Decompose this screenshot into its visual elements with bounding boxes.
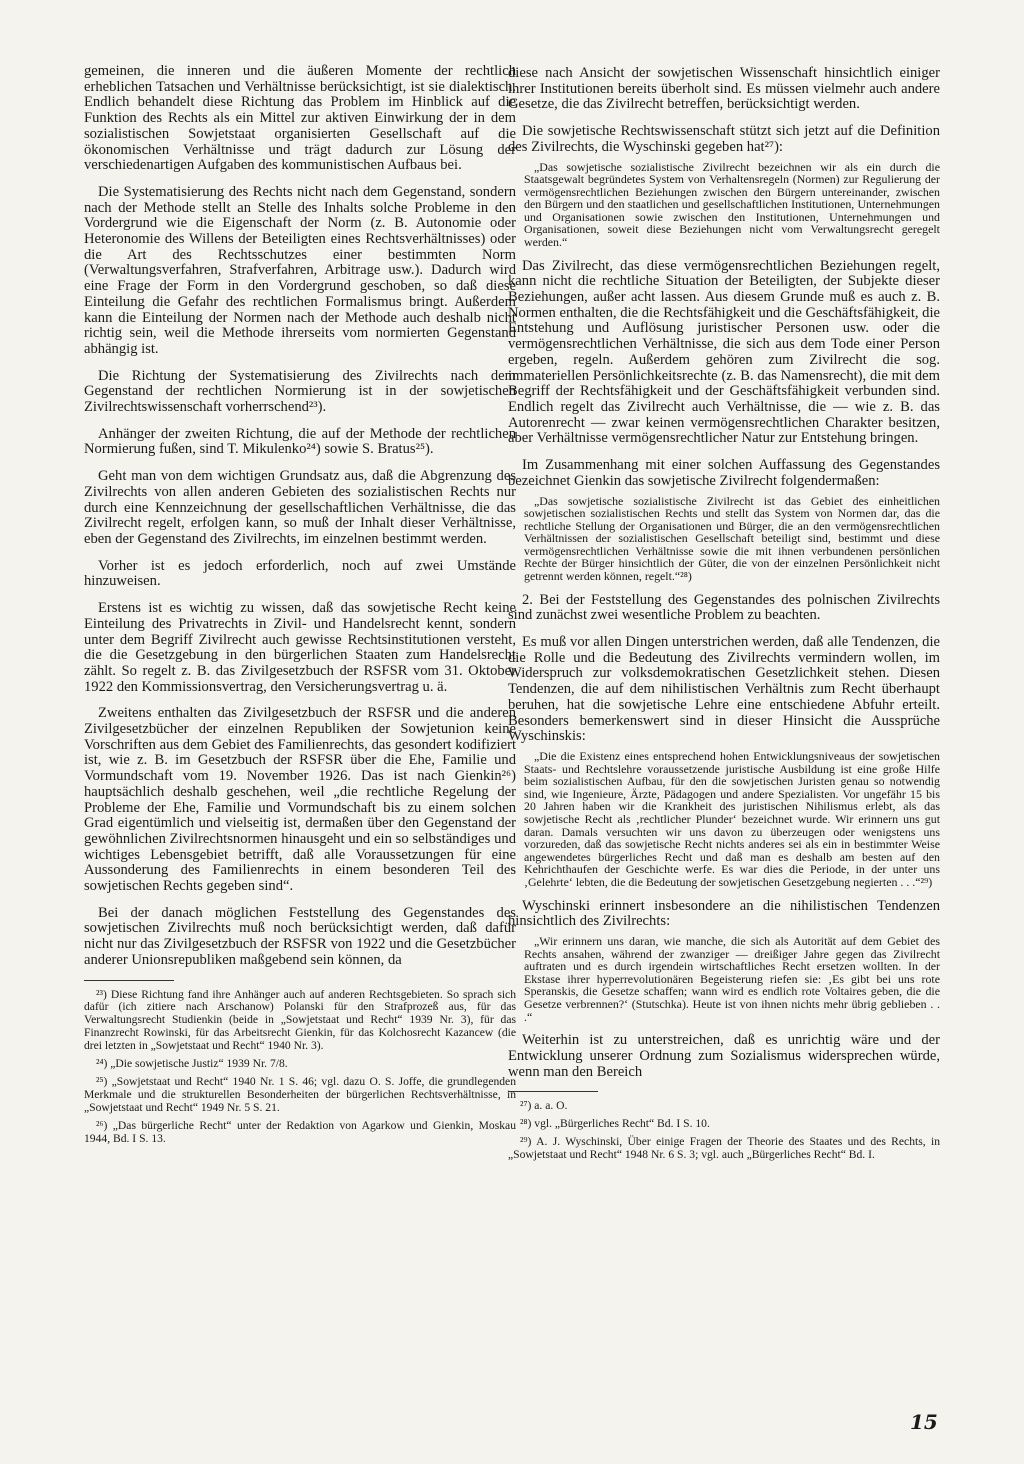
paragraph: Bei der danach möglichen Feststellung des Gegenstandes des sowjetischen Zivilrechts muß noch berücksichtigt werden, daß dafür nicht nur das Zivilgesetzbuch der RSFSR von 1922 und die Gesetzbücher anderer Unionsrepubliken maßgebend sein können, da (84, 904, 516, 968)
paragraph: Im Zusammenhang mit einer solchen Auffassung des Gegenstandes bezeichnet Gienkin das sowjetische Zivilrecht folgendermaßen: (508, 457, 940, 489)
paragraph: Anhänger der zweiten Richtung, die auf der Methode der rechtlichen Normierung fußen, sind T. Mikulenko²⁴) sowie S. Bratus²⁵). (84, 425, 516, 458)
paragraph: Vorher ist es jedoch erforderlich, noch auf zwei Umstände hinzuweisen. (84, 557, 516, 590)
footnote-23: ²³) Diese Richtung fand ihre Anhänger auch auf anderen Rechtsgebieten. So sprach sich dafür (ich zitiere nach Arschanow) Polanski für den Strafprozeß aus, für das Verwaltungsrecht Studienkin (beide in „Sowjetstaat und Recht“ 1939 Nr. 3), für das Finanzrecht Rowinski, für das Arbeitsrecht Gienkin, für das Kolchosrecht Kazancew (die drei letzten in „Sowjetstaat und Recht“ 1940 Nr. 3). (84, 987, 516, 1053)
paragraph: Wyschinski erinnert insbesondere an die nihilistischen Tendenzen hinsichtlich des Zivilrechts: (508, 897, 940, 930)
paragraph: Die sowjetische Rechtswissenschaft stützt sich jetzt auf die Definition des Zivilrechts, die Wyschinski gegeben hat²⁷): (508, 123, 940, 155)
left-column (84, 64, 516, 1151)
paragraph: diese nach Ansicht der sowjetischen Wissenschaft hinsichtlich einiger ihrer Institutionen bereits überholt sind. Es müssen vielmehr auch andere Gesetze, die das Zivilrecht betreffen, berücksichtigt werden. (508, 65, 940, 113)
block-quote: „Wir erinnern uns daran, wie manche, die sich als Autorität auf dem Gebiet des Rechts ansahen, während der zwanziger — dreißiger Jahre gegen das Zivilrecht auftraten und es durch irgendein wirtschaftliches Recht ersetzen wollten. In der Ekstase ihrer hyperrevolutionären Begeisterung riefen sie: ‚Es gibt bei uns rote Speranskis, die Gesetze schaffen; wann wird es endlich rote Voltaires geben, die die Gesetze verbrennen?‘ (Stutschka). Heute ist von ihnen nichts mehr übrig geblieben . . .“ (524, 933, 940, 1024)
footnote-24: ²⁴) „Die sowjetische Justiz“ 1939 Nr. 7/8. (96, 1057, 288, 1071)
paragraph: 2. Bei der Feststellung des Gegenstandes des polnischen Zivilrechts sind zunächst zwei wesentliche Problem zu beachten. (508, 591, 940, 624)
footnote-divider (508, 1091, 598, 1092)
footnote-25: ²⁵) „Sowjetstaat und Recht“ 1940 Nr. 1 S. 46; vgl. dazu O. S. Joffe, die grundlegenden Merkmale und die strukturellen Besonderheiten der bürgerlichen Rechtsverhältnisse, in „Sowjetstaat und Recht“ 1949 Nr. 5 S. 21. (84, 1075, 516, 1114)
paragraph: gemeinen, die inneren und die äußeren Momente der rechtlich erheblichen Tatsachen und Verhältnisse berücksichtigt, ist sie dialektisch. Endlich behandelt diese Richtung das Problem im Hinblick auf die Funktion des Rechts als ein Mittel zur aktiven Einwirkung der in dem sozialistischen Sowjetstaat organisierten Gesellschaft auf die ökonomischen Verhältnisse und trägt dadurch zur Lösung der verschiedenartigen Aufgaben des kommunistischen Aufbaus bei. (84, 63, 516, 174)
paragraph: Geht man von dem wichtigen Grundsatz aus, daß die Abgrenzung des Zivilrechts von allen anderen Gebieten des sozialistischen Rechts nur durch eine Kennzeichnung der gesellschaftlichen Verhältnisse, die das Zivilrecht regelt, erfolgen kann, so muß der Inhalt dieser Verhältnisse, eben der Gegenstand des Zivilrechts, im einzelnen bestimmt werden. (84, 468, 516, 547)
paragraph: Erstens ist es wichtig zu wissen, daß das sowjetische Recht keine Einteilung des Privatrechts in Zivil- und Handelsrecht kennt, sondern unter dem Begriff Zivilrecht auch gewisse Rechtsinstitutionen versteht, die die Gesetzgebung in den bürgerlichen Staaten zum Handelsrecht zählt. So regelt z. B. das Zivilgesetzbuch der RSFSR vom 31. Oktober 1922 den Kommissionsvertrag, den Versicherungsvertrag u. ä. (84, 600, 516, 695)
right-column (508, 66, 940, 1167)
block-quote: „Die die Existenz eines entsprechend hohen Entwicklungsniveaus der sowjetischen Staats- und Rechtslehre voraussetzende juristische Ausbildung ist eine große Hilfe beim sozialistischen Aufbau, für den die sowjetischen Juristen genau so notwendig sind, wie Ingenieure, Ärzte, Pädagogen und andere Spezialisten. Vor ungefähr 15 bis 20 Jahren haben wir die Krankheit des juristischen Nihilismus erlebt, als das sowjetische Recht als ‚rechtlicher Plunder‘ bezeichnet wurde. Wir erinnern uns gut daran. Damals versuchten wir uns davon zu überzeugen oder wenigstens uns vorzureden, daß das sowjetische Recht nichts anderes sei als ein in bestimmter Weise angewendetes bürgerliches Recht und daß man es deshalb am besten auf den Kehrichthaufen der Geschichte werfe. Es war dies die Periode, in der unter uns ‚Gelehrte‘ lebten, die die Bedeutung der sowjetischen Gesetzgebung negierten . . .“²⁹) (524, 749, 940, 889)
paragraph: Weiterhin ist zu unterstreichen, daß es unrichtig wäre und der Entwicklung unserer Ordnung zum Sozialismus widersprechen würde, wenn man den Bereich (508, 1032, 940, 1080)
page-number: 15 (910, 1410, 938, 1434)
block-quote: „Das sowjetische sozialistische Zivilrecht ist das Gebiet des einheitlichen sowjetischen sozialistischen Rechts und stellt das System von Normen dar, das die rechtliche Stellung der Organisationen und Bürger, die an den vermögensrechtlichen Verhältnissen der sozialistischen Gesellschaft beteiligt sind, bestimmt und diese vermögensrechtlichen Verhältnisse sowie die mit ihnen verbundenen persönlichen Rechte der Bürger hinsichtlich der Güter, die von der einzelnen Persönlichkeit nicht getrennt werden können, regelt.“²⁸) (524, 493, 940, 584)
paragraph: Die Richtung der Systematisierung des Zivilrechts nach dem Gegenstand der rechtlichen Normierung ist in der sowjetischen Zivilrechtswissenschaft vorherrschend²³). (84, 367, 516, 416)
footnote-26: ²⁶) „Das bürgerliche Recht“ unter der Redaktion von Agarkow und Gienkin, Moskau 1944, Bd. I S. 13. (84, 1118, 516, 1145)
footnote-28: ²⁸) vgl. „Bürgerliches Recht“ Bd. I S. 10. (520, 1117, 710, 1131)
footnote-29: ²⁹) A. J. Wyschinski, Über einige Fragen der Theorie des Staates und des Rechts, in „Sowjetstaat und Recht“ 1948 Nr. 6 S. 3; vgl. auch „Bürgerliches Recht“ Bd. I. (508, 1135, 940, 1161)
footnote-divider (84, 980, 174, 981)
paragraph: Das Zivilrecht, das diese vermögensrechtlichen Beziehungen regelt, kann nicht die rechtliche Situation der Beteiligten, der Subjekte dieser Beziehungen, außer acht lassen. Aus diesem Grunde muß es auch z. B. Normen enthalten, die die Rechtsfähigkeit und die Geschäftsfähigkeit, die Entstehung und Auflösung juristischer Personen usw. oder die vermögensrechtlichen Verhältnisse, die sich aus dem Tode einer Person ergeben, regeln. Außerdem gehören zum Zivilrecht die sog. immateriellen Persönlichkeitsrechte (z. B. das Namensrecht), die mit dem Begriff der Rechtsfähigkeit und der Geschäftsfähigkeit verbunden sind. Endlich regelt das Zivilrecht auch Verhältnisse, die — wie z. B. das Autorenrecht — zwar keinen vermögensrechtlichen Charakter besitzen, aber Verhältnisse vermögensrechtlicher Natur zur Entstehung bringen. (508, 257, 940, 447)
paragraph: Zweitens enthalten das Zivilgesetzbuch der RSFSR und die anderen Zivilgesetzbücher der einzelnen Republiken der Sowjetunion keine Vorschriften aus dem Gebiet des Familienrechts, das gesondert kodifiziert ist, wie z. B. im Gesetzbuch der RSFSR über die Ehe, Familie und Vormundschaft vom 19. November 1926. Das ist nach Gienkin²⁶) hauptsächlich deshalb geschehen, weil „die rechtliche Regelung der Probleme der Ehe, Familie und Vormundschaft bis zu einem solchen Grad eigentümlich und vielseitig ist, dermaßen über den Gegenstand der gewöhnlichen Zivilrechtsnormen hinausgeht und ein so selbständiges und wichtiges Lebensgebiet betrifft, daß alle Voraussetzungen für eine Aussonderung des Familienrechts in einem besonderen Teil des sowjetischen Rechts gegeben sind“. (84, 705, 516, 895)
paragraph: Es muß vor allen Dingen unterstrichen werden, daß alle Tendenzen, die die Rolle und die Bedeutung des Zivilrechts vermindern wollen, im Widerspruch zur volksdemokratischen Gesetzlichkeit stehen. Diesen Tendenzen, die auf dem nihilistischen Verhältnis zum Recht überhaupt beruhen, hat die sowjetische Lehre eine entschiedene Abfuhr erteilt. Besonders bemerkenswert sind in dieser Hinsicht die Aussprüche Wyschinskis: (508, 634, 940, 745)
paragraph: Die Systematisierung des Rechts nicht nach dem Gegenstand, sondern nach der Methode stellt an Stelle des Inhalts solche Probleme in den Vordergrund wie die Eigenschaft der Norm (z. B. Autonomie oder Heteronomie des Willens der Beteiligten eines Rechtsverhältnisses) oder die Art des Rechtsschutzes einer bestimmten Norm (Verwaltungsverfahren, Strafverfahren, Arbitrage usw.). Dadurch wird eine Frage der Form in den Vordergrund geschoben, so daß diese Einteilung die Gefahr des rechtlichen Formalismus bringt. Außerdem kann die Einteilung der Normen nach der Methode auch deshalb nicht richtig sein, weil die Methode ihrerseits vom normierten Gegenstand abhängig ist. (84, 183, 516, 357)
footnote-27: ²⁷) a. a. O. (520, 1099, 568, 1113)
block-quote: „Das sowjetische sozialistische Zivilrecht bezeichnen wir als ein durch die Staatsgewalt begründetes System von Verhaltensregeln (Normen) zur Regulierung der vermögensrechtlichen Beziehungen zwischen den Bürgern untereinander, zwischen den Bürgern und den staatlichen und gesellschaftlichen Institutionen, Unternehmungen und Organisationen sowie zwischen den Institutionen, Unternehmungen und Organisationen, soweit diese Beziehungen nicht vom Verwaltungsrecht geregelt werden.“ (524, 159, 940, 250)
